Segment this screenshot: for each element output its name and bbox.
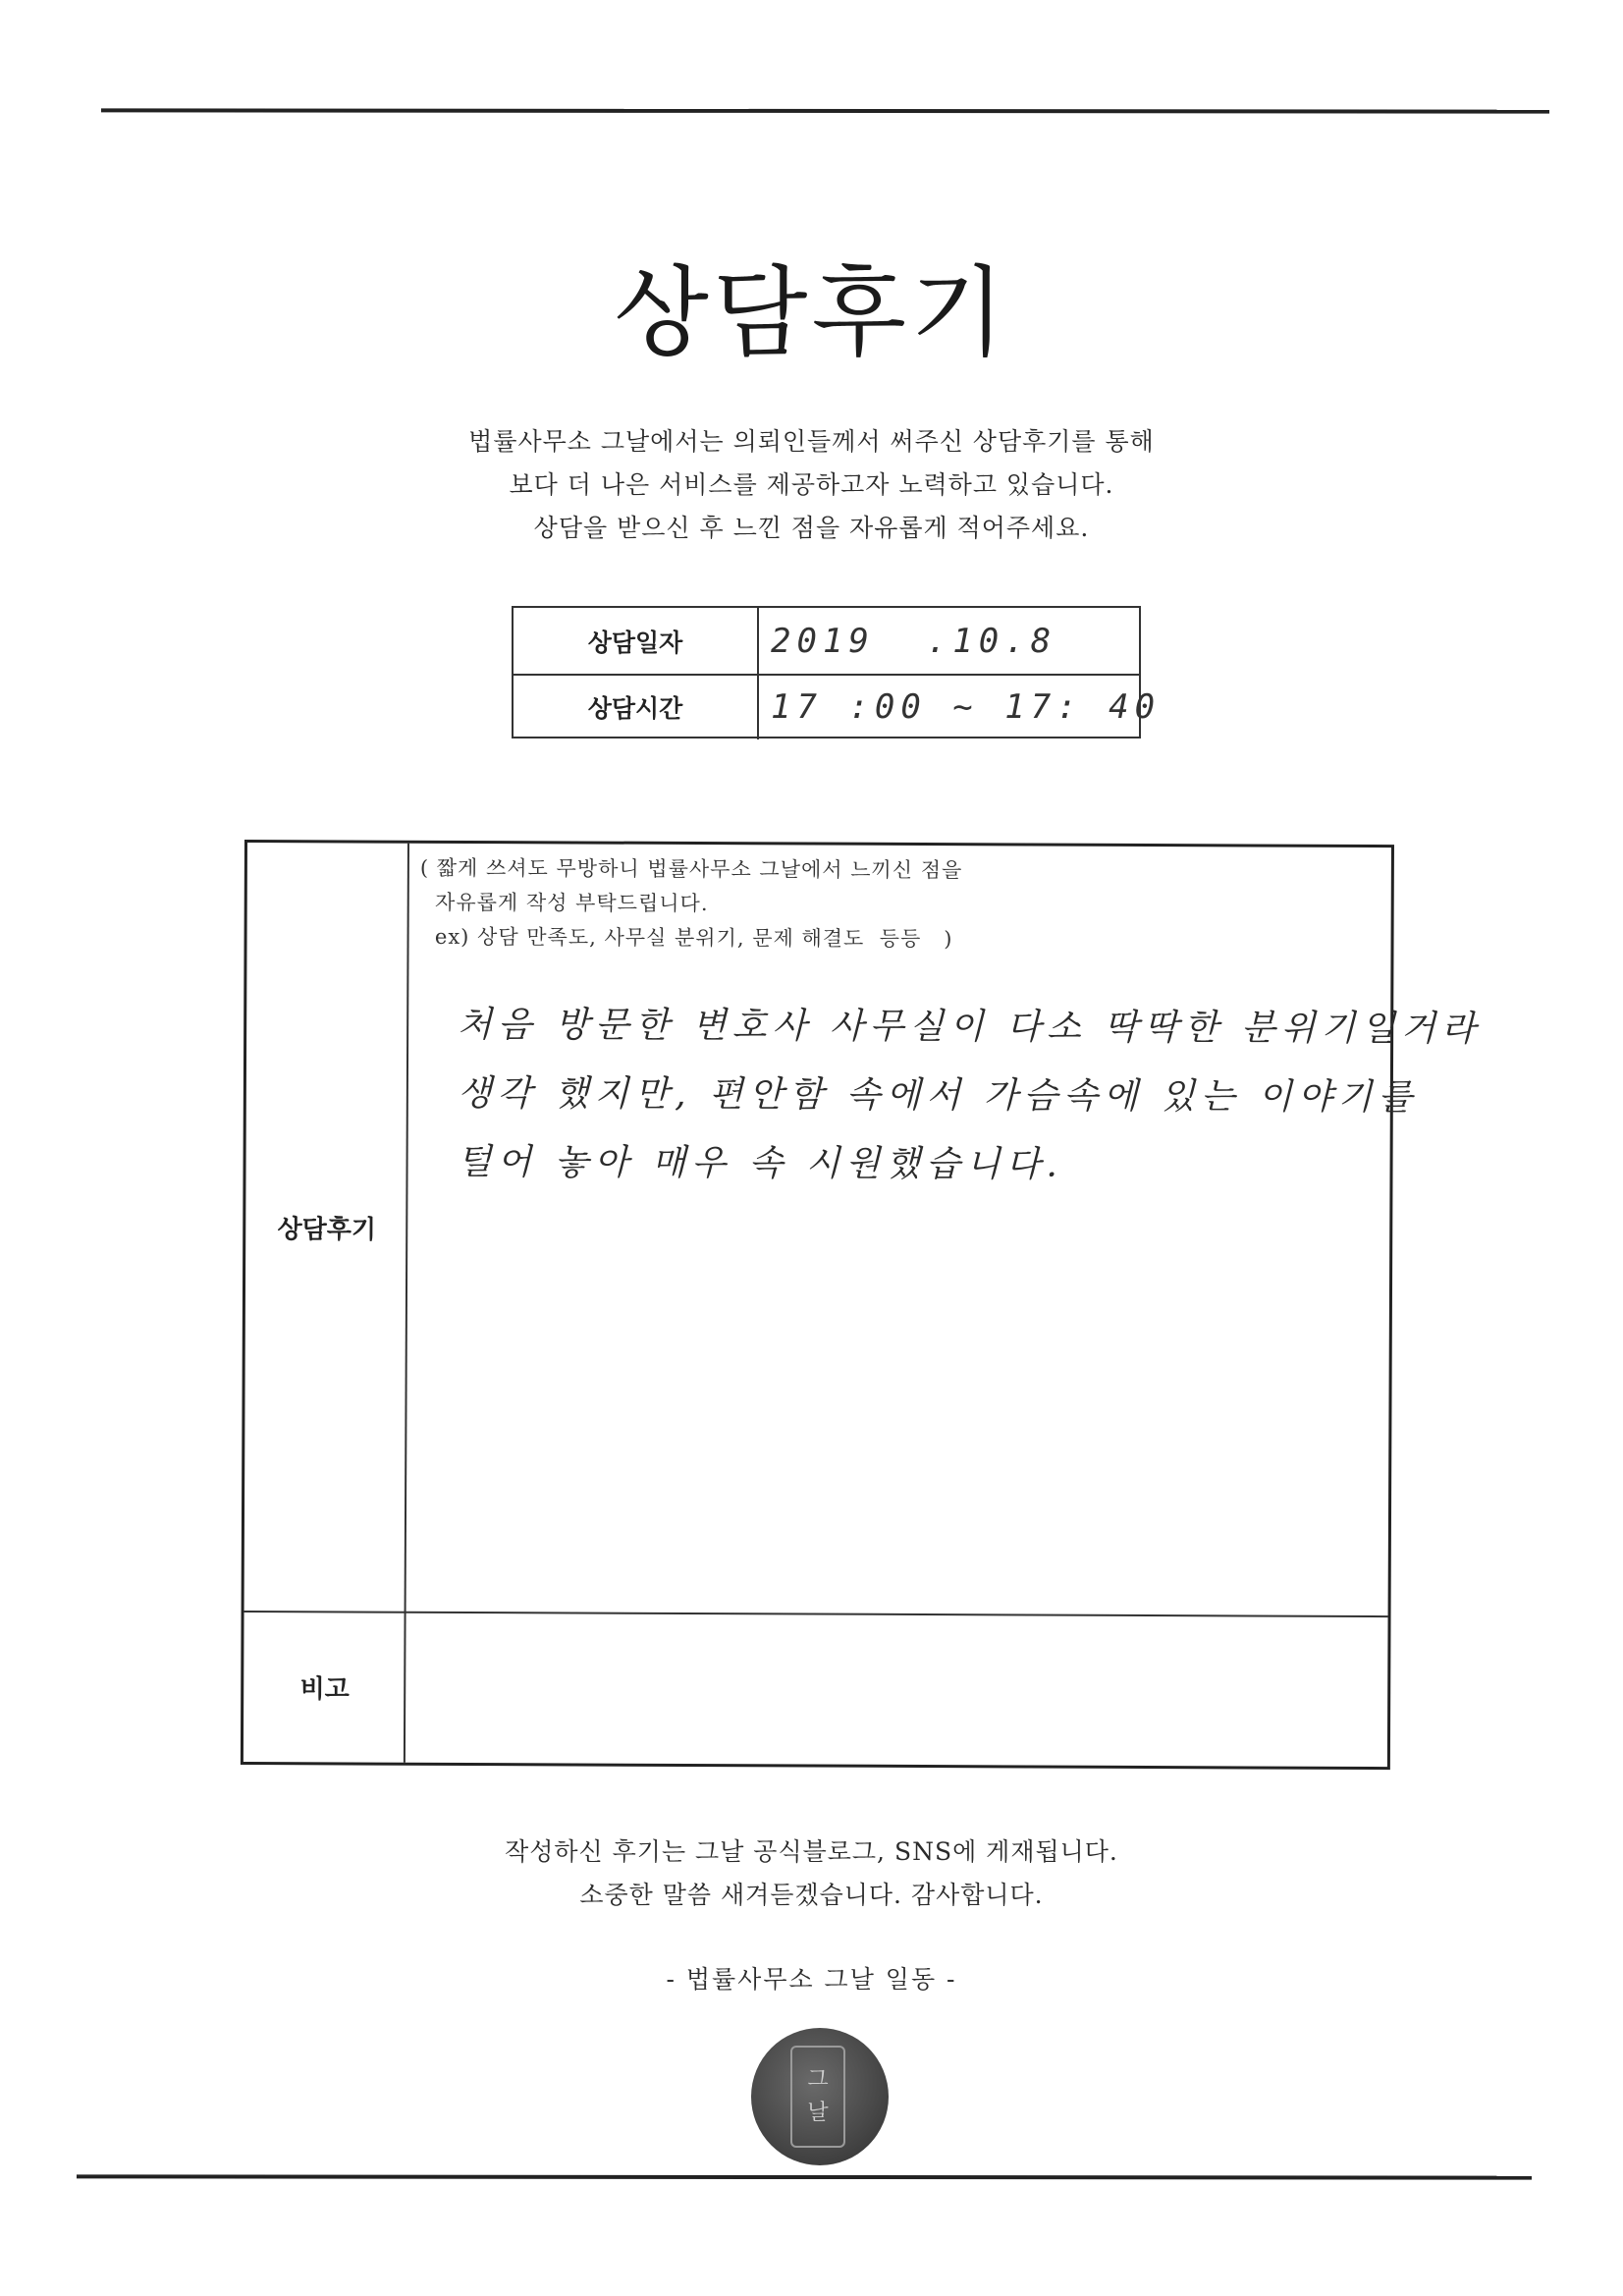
- consult-date-label: 상담일자: [514, 608, 759, 674]
- page-title: 상담후기: [614, 255, 1009, 370]
- guide-line-2: 자유롭게 작성 부탁드립니다.: [419, 890, 709, 916]
- review-label: 상담후기: [277, 1214, 377, 1245]
- handwritten-line-2: 생각 했지만, 편안함 속에서 가슴속에 있는 이야기를: [457, 1072, 1419, 1119]
- note-label: 비고: [299, 1673, 350, 1704]
- guide-line-1: ( 짧게 쓰셔도 무방하니 법률사무소 그날에서 느끼신 점을: [419, 855, 963, 883]
- intro-text: [0, 420, 1623, 550]
- intro-line-1: 법률사무소 그날에서는 의뢰인들께서 써주신 상담후기를 통해: [468, 427, 1155, 456]
- consult-date-field[interactable]: 2019 .10.8: [771, 621, 1057, 661]
- review-note-divider: [244, 1611, 1388, 1617]
- intro-line-2: 보다 더 나은 서비스를 제공하고자 노력하고 있습니다.: [509, 470, 1114, 499]
- consult-time-row: [514, 674, 1162, 739]
- consult-time-label: 상담시간: [514, 674, 759, 739]
- top-rule: [101, 108, 1549, 113]
- seal-char-1: 그: [807, 2067, 829, 2092]
- seal-char-2: 날: [807, 2101, 829, 2125]
- consult-date-row: [514, 608, 1139, 676]
- review-guide-text: [419, 851, 1362, 958]
- review-handwritten-field[interactable]: [457, 991, 1482, 1201]
- consult-time-field[interactable]: 17 :00 ~ 17: 40: [771, 686, 1162, 727]
- handwritten-line-3: 털어 놓아 매우 속 시원했습니다.: [457, 1141, 1063, 1185]
- note-field[interactable]: [420, 1629, 1364, 1751]
- seal-stamp: [790, 2046, 845, 2148]
- footer-line-2: 소중한 말씀 새겨듣겠습니다. 감사합니다.: [579, 1881, 1044, 1909]
- footer-line-1: 작성하신 후기는 그날 공식블로그, SNS에 게재됩니다.: [505, 1837, 1118, 1866]
- consult-datetime-table: [512, 606, 1162, 738]
- signoff: - 법률사무소 그날 일동 -: [666, 1965, 957, 1994]
- handwritten-line-1: 처음 방문한 변호사 사무실이 다소 딱딱한 분위기일거라: [458, 1004, 1482, 1050]
- office-seal: [751, 2028, 889, 2165]
- bottom-rule: [77, 2174, 1532, 2179]
- guide-line-3: ex) 상담 만족도, 사무실 분위기, 문제 해결도 등등 ): [419, 924, 953, 952]
- review-box: [241, 840, 1482, 1770]
- footer-text: [0, 1831, 1623, 1917]
- intro-line-3: 상담을 받으신 후 느낀 점을 자유롭게 적어주세요.: [533, 514, 1090, 542]
